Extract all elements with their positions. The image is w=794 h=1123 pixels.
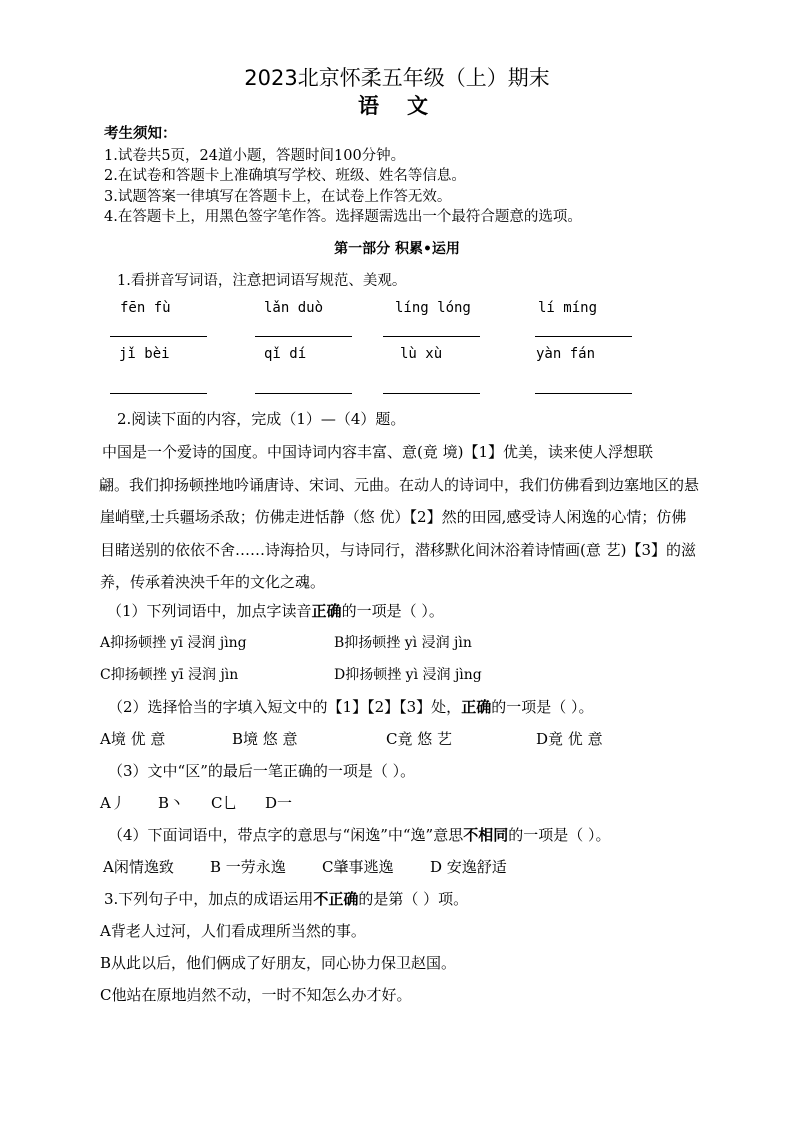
note-item: 2.在试卷和答题卡上准确填写学校、班级、姓名等信息。 xyxy=(104,168,466,184)
section-title: 第一部分 积累•运用 xyxy=(334,241,460,257)
option-d[interactable]: D 安逸舒适 xyxy=(430,858,507,876)
answer-blank[interactable] xyxy=(383,393,480,394)
notes-heading: 考生须知： xyxy=(104,125,177,142)
option-a[interactable]: A抑扬顿挫 yī 浸润 jìng xyxy=(100,635,247,651)
pinyin: líng lóng xyxy=(395,300,471,316)
answer-blank[interactable] xyxy=(383,336,480,337)
answer-blank[interactable] xyxy=(255,336,352,337)
option-d[interactable]: D竟 优 意 xyxy=(536,730,603,748)
option-a[interactable]: A背老人过河，人们看成理所当然的事。 xyxy=(100,922,366,940)
prompt-text: 的一项是（ ）。 xyxy=(491,698,594,716)
answer-blank[interactable] xyxy=(110,393,207,394)
option-d[interactable]: D抑扬顿挫 yì 浸润 jìng xyxy=(334,667,482,683)
pinyin: jǐ bèi xyxy=(119,346,170,362)
q3-prompt xyxy=(104,889,468,909)
pinyin: fēn fù xyxy=(120,300,171,316)
passage-line: 养，传承着泱泱千年的文化之魂。 xyxy=(100,573,326,591)
pinyin: lǎn duò xyxy=(264,300,324,316)
option-c[interactable]: C竟 悠 艺 xyxy=(386,730,453,748)
option-d[interactable]: D一 xyxy=(265,794,293,812)
option-b[interactable]: B 一劳永逸 xyxy=(210,858,286,876)
q2-sub4-prompt xyxy=(108,825,611,845)
answer-blank[interactable] xyxy=(110,336,207,337)
prompt-text: 3.下列句子中，加点的成语运用 xyxy=(104,890,314,908)
answer-blank[interactable] xyxy=(535,393,632,394)
prompt-text: 的一项是（ ）。 xyxy=(508,826,611,844)
emphasis-text: 不正确 xyxy=(313,890,359,908)
option-a[interactable]: A境 优 意 xyxy=(100,730,166,748)
q2-sub3-prompt: （3）文中“区”的最后一笔正确的一项是（ ）。 xyxy=(108,762,416,780)
option-b[interactable]: B丶 xyxy=(158,794,185,812)
option-c[interactable]: C乚 xyxy=(211,794,238,812)
note-item: 4.在答题卡上，用黑色签字笔作答。选择题需选出一个最符合题意的选项。 xyxy=(104,209,582,225)
page-title: 2023北京怀柔五年级（上）期末 xyxy=(244,66,550,90)
emphasis-text: 正确 xyxy=(461,698,492,716)
option-b[interactable]: B境 悠 意 xyxy=(232,730,298,748)
prompt-text: （1）下列词语中，加点字读音 xyxy=(107,602,312,620)
pinyin: lù xù xyxy=(400,346,443,362)
option-a[interactable]: A闲情逸致 xyxy=(103,858,174,876)
subject-title: 语文 xyxy=(358,93,456,118)
passage-line: 中国是一个爱诗的国度。中国诗词内容丰富、意(竟 境)【1】优美，读来使人浮想联 xyxy=(102,443,654,461)
option-c[interactable]: C抑扬顿挫 yī 浸润 jìn xyxy=(100,667,239,683)
option-c[interactable]: C肇事逃逸 xyxy=(322,858,394,876)
option-b[interactable]: B从此以后，他们俩成了好朋友，同心协力保卫赵国。 xyxy=(100,954,457,972)
prompt-text: 的是第（ ）项。 xyxy=(358,890,469,908)
passage-line: 翩。我们抑扬顿挫地吟诵唐诗、宋词、元曲。在动人的诗词中，我们仿佛看到边塞地区的悬 xyxy=(99,475,700,494)
pinyin: yàn fán xyxy=(536,346,596,362)
prompt-text: （2）选择恰当的字填入短文中的【1】【2】【3】处， xyxy=(108,698,462,716)
option-a[interactable]: A丿 xyxy=(100,794,126,812)
passage-line: 目睹送别的依依不舍……诗海拾贝，与诗同行，潜移默化间沐浴着诗情画(意 艺)【3】的滋 xyxy=(100,540,697,559)
q2-sub2-prompt xyxy=(108,697,593,717)
q1-prompt: 1.看拼音写词语，注意把词语写规范、美观。 xyxy=(117,273,407,289)
answer-blank[interactable] xyxy=(255,393,352,394)
note-item: 1.试卷共5页，24道小题，答题时间100分钟。 xyxy=(104,148,406,164)
pinyin: qǐ dí xyxy=(264,346,307,362)
option-b[interactable]: B抑扬顿挫 yì 浸润 jìn xyxy=(334,635,472,651)
emphasis-text: 不相同 xyxy=(463,826,509,844)
option-c[interactable]: C他站在原地岿然不动，一时不知怎么办才好。 xyxy=(100,986,412,1004)
emphasis-text: 正确 xyxy=(311,602,342,620)
prompt-text: 的一项是（ ）。 xyxy=(341,602,444,620)
prompt-text: （4）下面词语中，带点字的意思与“闲逸”中“逸”意思 xyxy=(108,826,464,844)
answer-blank[interactable] xyxy=(535,336,632,337)
q2-prompt: 2.阅读下面的内容，完成（1）—（4）题。 xyxy=(117,410,406,428)
passage-line: 崖峭壁,士兵疆场杀敌；仿佛走进恬静（悠 优）【2】然的田园,感受诗人闲逸的心情；仿佛 xyxy=(100,508,687,526)
q2-sub1-prompt xyxy=(107,601,444,621)
pinyin: lí míng xyxy=(538,300,598,316)
passage xyxy=(100,436,720,599)
note-item: 3.试题答案一律填写在答题卡上，在试卷上作答无效。 xyxy=(104,189,452,205)
